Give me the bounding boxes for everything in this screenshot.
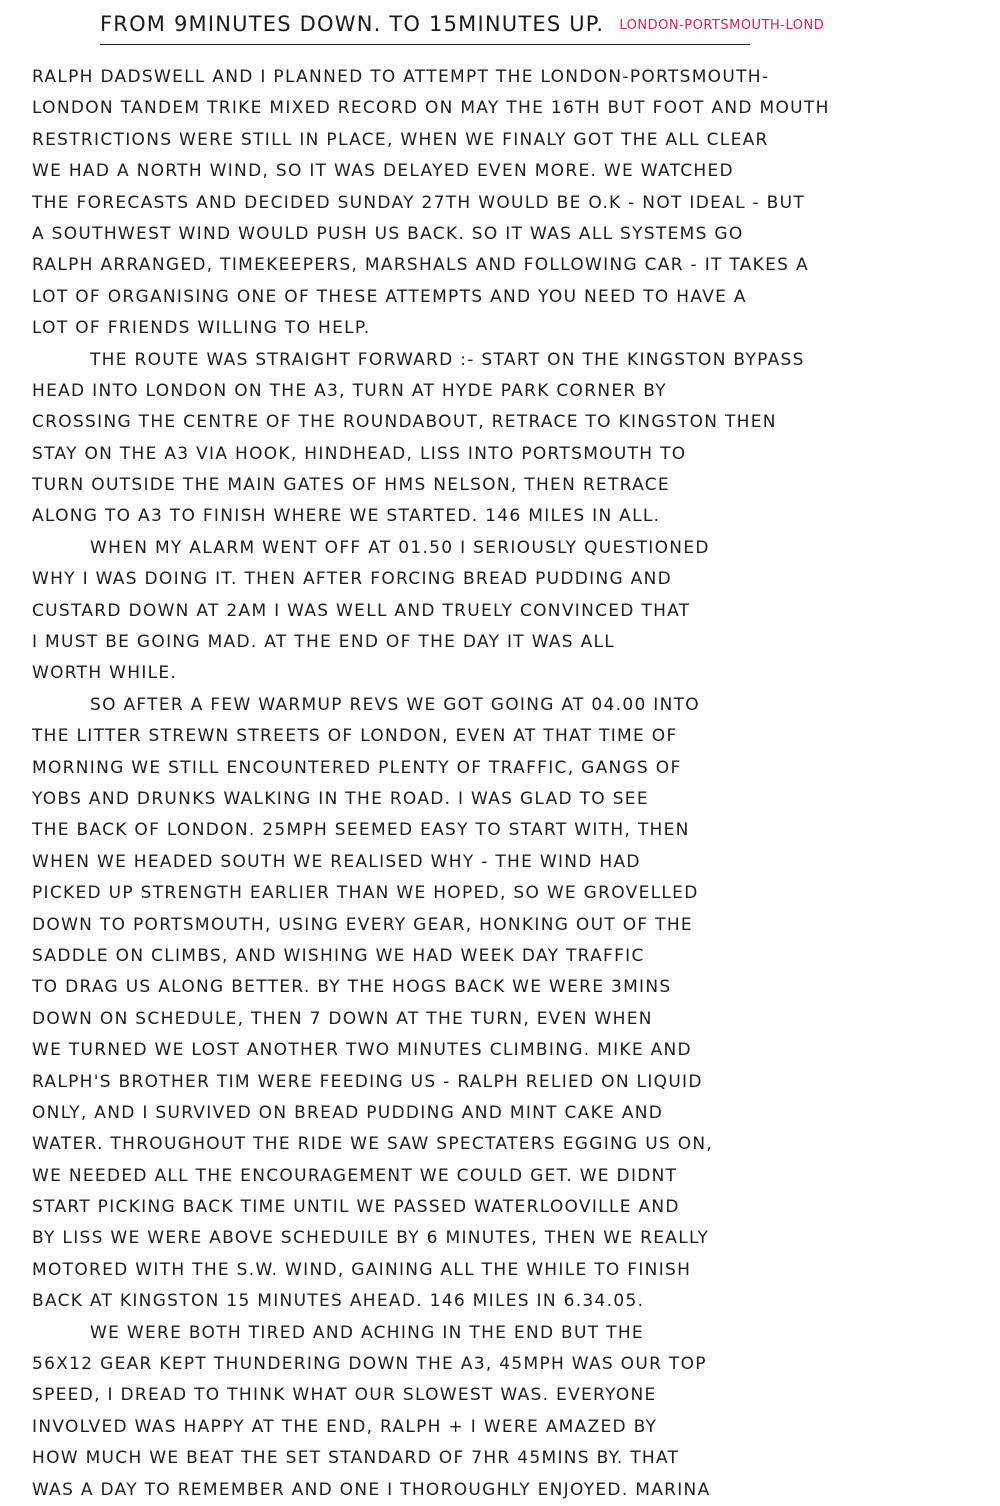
text-line: STAY ON THE A3 VIA HOOK, HINDHEAD, LISS INTO PORTSMOUTH TO	[32, 443, 687, 464]
text-line: BY LISS WE WERE ABOVE SCHEDUILE BY 6 MINUTES, THEN WE REALLY	[32, 1228, 710, 1249]
text-line: BACK AT KINGSTON 15 MINUTES AHEAD. 146 MILES IN 6.34.05.	[32, 1291, 645, 1312]
text-line: RESTRICTIONS WERE STILL IN PLACE, WHEN WE FINALY GOT THE ALL CLEAR	[32, 129, 769, 150]
paragraph-start-line: WE WERE BOTH TIRED AND ACHING IN THE END BUT THE	[90, 1322, 644, 1343]
text-line: LONDON TANDEM TRIKE MIXED RECORD ON MAY THE 16TH BUT FOOT AND MOUTH	[32, 98, 830, 119]
text-line: SADDLE ON CLIMBS, AND WISHING WE HAD WEEK DAY TRAFFIC	[32, 945, 645, 966]
text-line: HEAD INTO LONDON ON THE A3, TURN AT HYDE PARK CORNER BY	[32, 380, 667, 401]
paragraph-start-line: SO AFTER A FEW WARMUP REVS WE GOT GOING AT 04.00 INTO	[90, 694, 700, 715]
text-line: WHEN WE HEADED SOUTH WE REALISED WHY - THE WIND HAD	[32, 851, 641, 872]
text-line: DOWN TO PORTSMOUTH, USING EVERY GEAR, HONKING OUT OF THE	[32, 914, 693, 935]
paragraph-start-line: WHEN MY ALARM WENT OFF AT 01.50 I SERIOUSLY QUESTIONED	[90, 537, 710, 558]
text-line: ONLY, AND I SURVIVED ON BREAD PUDDING AND MINT CAKE AND	[32, 1102, 664, 1123]
text-line: I MUST BE GOING MAD. AT THE END OF THE DAY IT WAS ALL	[32, 632, 616, 653]
text-line: HOW MUCH WE BEAT THE SET STANDARD OF 7HR 45MINS BY. THAT	[32, 1448, 680, 1469]
paragraph-start-line: THE ROUTE WAS STRAIGHT FORWARD :- START ON THE KINGSTON BYPASS	[90, 349, 805, 370]
text-line: PICKED UP STRENGTH EARLIER THAN WE HOPED, SO WE GROVELLED	[32, 883, 699, 904]
text-line: LOT OF ORGANISING ONE OF THESE ATTEMPTS AND YOU NEED TO HAVE A	[32, 286, 747, 307]
title-underline	[100, 44, 750, 45]
text-line: RALPH'S BROTHER TIM WERE FEEDING US - RALPH RELIED ON LIQUID	[32, 1071, 703, 1092]
text-line: ALONG TO A3 TO FINISH WHERE WE STARTED. 146 MILES IN ALL.	[32, 506, 661, 527]
text-line: LOT OF FRIENDS WILLING TO HELP.	[32, 318, 371, 339]
text-line: 56X12 GEAR KEPT THUNDERING DOWN THE A3, 45MPH WAS OUR TOP	[32, 1354, 707, 1375]
text-line: WATER. THROUGHOUT THE RIDE WE SAW SPECTATERS EGGING US ON,	[32, 1134, 714, 1155]
route-tag: LONDON-PORTSMOUTH-LOND	[619, 18, 825, 33]
text-line: TO DRAG US ALONG BETTER. BY THE HOGS BACK WE WERE 3MINS	[32, 977, 672, 998]
text-line: WORTH WHILE.	[32, 663, 178, 684]
text-line: WAS A DAY TO REMEMBER AND ONE I THOROUGHLY ENJOYED. MARINA	[32, 1479, 711, 1500]
text-line: WE TURNED WE LOST ANOTHER TWO MINUTES CLIMBING. MIKE AND	[32, 1040, 692, 1061]
text-line: WE HAD A NORTH WIND, SO IT WAS DELAYED EVEN MORE. WE WATCHED	[32, 161, 734, 182]
text-line: THE FORECASTS AND DECIDED SUNDAY 27TH WOULD BE O.K - NOT IDEAL - BUT	[32, 192, 806, 213]
text-line: MOTORED WITH THE S.W. WIND, GAINING ALL THE WHILE TO FINISH	[32, 1259, 692, 1280]
text-line: WHY I WAS DOING IT. THEN AFTER FORCING BREAD PUDDING AND	[32, 569, 673, 590]
letter-body	[32, 62, 992, 1506]
page-header	[100, 12, 1000, 48]
text-line: DOWN ON SCHEDULE, THEN 7 DOWN AT THE TURN, EVEN WHEN	[32, 1008, 653, 1029]
text-line: MORNING WE STILL ENCOUNTERED PLENTY OF TRAFFIC, GANGS OF	[32, 757, 682, 778]
text-line: THE BACK OF LONDON. 25MPH SEEMED EASY TO START WITH, THEN	[32, 820, 690, 841]
text-line: A SOUTHWEST WIND WOULD PUSH US BACK. SO IT WAS ALL SYSTEMS GO	[32, 223, 744, 244]
text-line: INVOLVED WAS HAPPY AT THE END, RALPH + I WERE AMAZED BY	[32, 1416, 658, 1437]
text-line: WE NEEDED ALL THE ENCOURAGEMENT WE COULD GET. WE DIDNT	[32, 1165, 678, 1186]
page-title: FROM 9MINUTES DOWN. TO 15MINUTES UP.	[100, 12, 605, 36]
text-line: THE LITTER STREWN STREETS OF LONDON, EVEN AT THAT TIME OF	[32, 726, 678, 747]
text-line: START PICKING BACK TIME UNTIL WE PASSED WATERLOOVILLE AND	[32, 1197, 680, 1218]
text-line: CROSSING THE CENTRE OF THE ROUNDABOUT, RETRACE TO KINGSTON THEN	[32, 412, 777, 433]
text-line: RALPH ARRANGED, TIMEKEEPERS, MARSHALS AND FOLLOWING CAR - IT TAKES A	[32, 255, 809, 276]
text-line: YOBS AND DRUNKS WALKING IN THE ROAD. I WAS GLAD TO SEE	[32, 788, 649, 809]
text-line: SPEED, I DREAD TO THINK WHAT OUR SLOWEST WAS. EVERYONE	[32, 1385, 657, 1406]
text-line: CUSTARD DOWN AT 2AM I WAS WELL AND TRUELY CONVINCED THAT	[32, 600, 691, 621]
text-line: TURN OUTSIDE THE MAIN GATES OF HMS NELSON, THEN RETRACE	[32, 475, 670, 496]
text-line: RALPH DADSWELL AND I PLANNED TO ATTEMPT THE LONDON-PORTSMOUTH-	[32, 67, 770, 87]
